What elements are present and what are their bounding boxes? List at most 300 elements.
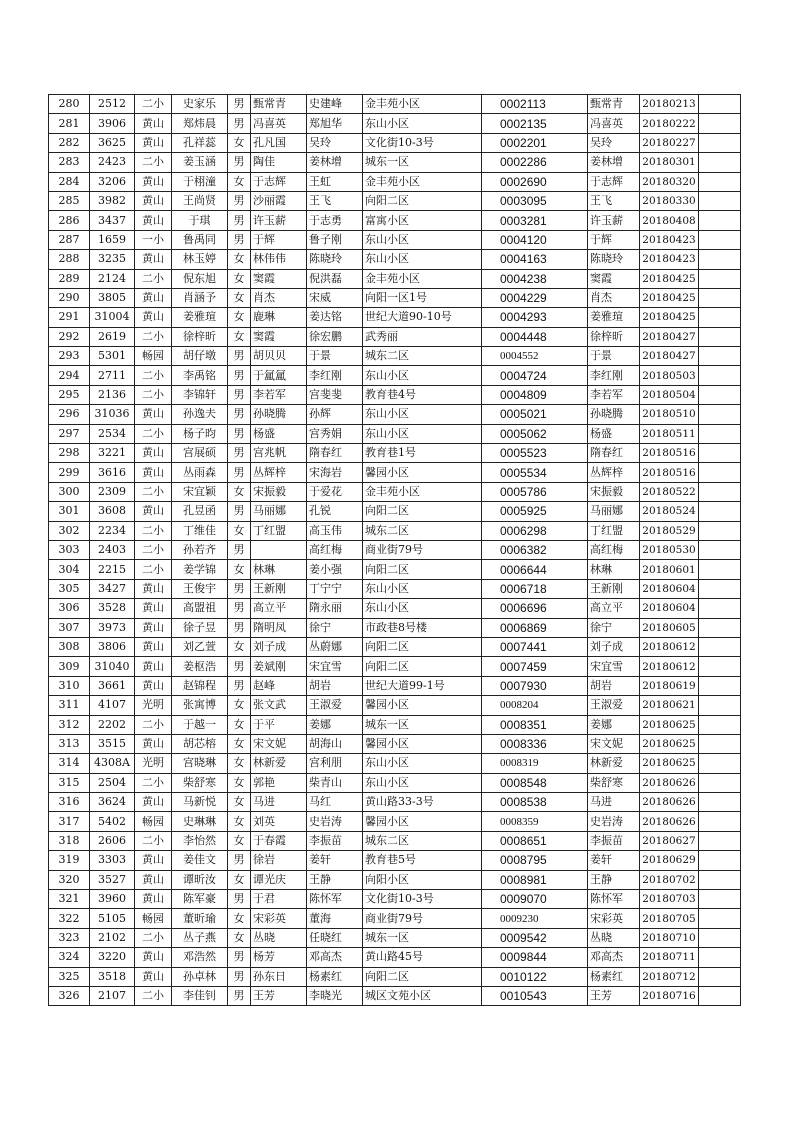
date-cell: 20180427 [640, 327, 699, 346]
address-cell: 城东二区 [363, 347, 482, 366]
parent-1-cell: 王芳 [251, 986, 307, 1005]
student-name-cell: 于栩潼 [172, 172, 228, 191]
blank-cell-cell [699, 366, 741, 385]
row-number-cell: 285 [49, 191, 90, 210]
parent-1-cell: 刘英 [251, 812, 307, 831]
parent-1-cell: 高立平 [251, 599, 307, 618]
student-name-cell: 马新悦 [172, 793, 228, 812]
table-row [49, 715, 741, 734]
table-row [49, 909, 741, 928]
gender-cell: 女 [228, 250, 251, 269]
row-number-cell: 316 [49, 793, 90, 812]
record-number-cell: 0003281 [482, 211, 588, 230]
parent-1-cell: 杨盛 [251, 424, 307, 443]
student-name-cell: 徐子昱 [172, 618, 228, 637]
date-cell: 20180716 [640, 986, 699, 1005]
table-row [49, 967, 741, 986]
parent-1-cell: 窦霞 [251, 327, 307, 346]
record-number-cell: 0004809 [482, 385, 588, 404]
gender-cell: 女 [228, 793, 251, 812]
parent-2-cell: 宫利朋 [307, 754, 363, 773]
table-row [49, 366, 741, 385]
record-number-cell: 0008548 [482, 773, 588, 792]
row-number-cell: 311 [49, 696, 90, 715]
date-cell: 20180605 [640, 618, 699, 637]
row-number-cell: 317 [49, 812, 90, 831]
address-cell: 金丰苑小区 [363, 269, 482, 288]
date-cell: 20180604 [640, 599, 699, 618]
row-number-cell: 280 [49, 95, 90, 114]
address-cell: 商业街79号 [363, 909, 482, 928]
school-cell: 黄山 [135, 618, 172, 637]
student-name-cell: 郑炜晨 [172, 114, 228, 133]
school-cell: 二小 [135, 521, 172, 540]
student-code-cell: 4308A [90, 754, 135, 773]
table-row [49, 424, 741, 443]
school-cell: 黄山 [135, 463, 172, 482]
school-cell: 一小 [135, 230, 172, 249]
gender-cell: 女 [228, 928, 251, 947]
address-cell: 向阳小区 [363, 870, 482, 889]
school-cell: 黄山 [135, 114, 172, 133]
student-code-cell: 5402 [90, 812, 135, 831]
school-cell: 畅园 [135, 812, 172, 831]
row-number-cell: 305 [49, 579, 90, 598]
student-name-cell: 邓浩然 [172, 948, 228, 967]
school-cell: 黄山 [135, 734, 172, 753]
school-cell: 黄山 [135, 133, 172, 152]
student-code-cell: 2606 [90, 831, 135, 850]
applicant-cell: 隋春红 [588, 444, 640, 463]
table-row [49, 153, 741, 172]
parent-1-cell: 李若军 [251, 385, 307, 404]
address-cell: 向阳二区 [363, 967, 482, 986]
gender-cell: 男 [228, 986, 251, 1005]
date-cell: 20180612 [640, 637, 699, 656]
blank-cell-cell [699, 327, 741, 346]
date-cell: 20180330 [640, 191, 699, 210]
applicant-cell: 李若军 [588, 385, 640, 404]
parent-1-cell: 于君 [251, 890, 307, 909]
parent-1-cell: 于氲氲 [251, 366, 307, 385]
date-cell: 20180612 [640, 657, 699, 676]
parent-2-cell: 史建峰 [307, 95, 363, 114]
record-number-cell: 0010543 [482, 986, 588, 1005]
table-row [49, 385, 741, 404]
record-number-cell: 0008359 [482, 812, 588, 831]
gender-cell: 女 [228, 715, 251, 734]
student-code-cell: 2512 [90, 95, 135, 114]
student-name-cell: 鲁禹同 [172, 230, 228, 249]
parent-1-cell: 丛晓 [251, 928, 307, 947]
row-number-cell: 292 [49, 327, 90, 346]
row-number-cell: 283 [49, 153, 90, 172]
student-code-cell: 3624 [90, 793, 135, 812]
table-row [49, 831, 741, 850]
blank-cell-cell [699, 288, 741, 307]
parent-2-cell: 宋海岩 [307, 463, 363, 482]
parent-2-cell: 陈晓玲 [307, 250, 363, 269]
parent-2-cell: 宋威 [307, 288, 363, 307]
applicant-cell: 宋文妮 [588, 734, 640, 753]
school-cell: 黄山 [135, 851, 172, 870]
blank-cell-cell [699, 851, 741, 870]
student-name-cell: 李锦轩 [172, 385, 228, 404]
student-code-cell: 2124 [90, 269, 135, 288]
record-number-cell: 0006869 [482, 618, 588, 637]
parent-1-cell: 隋明凤 [251, 618, 307, 637]
table-row [49, 482, 741, 501]
student-name-cell: 董昕瑜 [172, 909, 228, 928]
parent-1-cell [251, 540, 307, 559]
student-code-cell: 3303 [90, 851, 135, 870]
school-cell: 二小 [135, 986, 172, 1005]
applicant-cell: 吴玲 [588, 133, 640, 152]
record-number-cell: 0008651 [482, 831, 588, 850]
applicant-cell: 刘子成 [588, 637, 640, 656]
row-number-cell: 320 [49, 870, 90, 889]
student-name-cell: 史家乐 [172, 95, 228, 114]
student-code-cell: 2107 [90, 986, 135, 1005]
parent-2-cell: 丛蔚娜 [307, 637, 363, 656]
school-cell: 畅园 [135, 347, 172, 366]
address-cell: 世纪大道90-10号 [363, 308, 482, 327]
record-number-cell: 0005523 [482, 444, 588, 463]
blank-cell-cell [699, 696, 741, 715]
address-cell: 金丰苑小区 [363, 172, 482, 191]
student-code-cell: 3437 [90, 211, 135, 230]
student-code-cell: 2711 [90, 366, 135, 385]
gender-cell: 男 [228, 114, 251, 133]
student-code-cell: 31040 [90, 657, 135, 676]
date-cell: 20180702 [640, 870, 699, 889]
parent-1-cell: 宫兆帆 [251, 444, 307, 463]
record-number-cell: 0006696 [482, 599, 588, 618]
student-code-cell: 3527 [90, 870, 135, 889]
parent-1-cell: 窦霞 [251, 269, 307, 288]
applicant-cell: 姜轩 [588, 851, 640, 870]
date-cell: 20180705 [640, 909, 699, 928]
applicant-cell: 丛晓 [588, 928, 640, 947]
row-number-cell: 309 [49, 657, 90, 676]
school-cell: 光明 [135, 696, 172, 715]
gender-cell: 女 [228, 269, 251, 288]
address-cell: 向阳二区 [363, 560, 482, 579]
address-cell: 向阳一区1号 [363, 288, 482, 307]
parent-1-cell: 谭光庆 [251, 870, 307, 889]
student-code-cell: 3427 [90, 579, 135, 598]
record-number-cell: 0003095 [482, 191, 588, 210]
applicant-cell: 史岩涛 [588, 812, 640, 831]
record-number-cell: 0004724 [482, 366, 588, 385]
parent-2-cell: 倪洪磊 [307, 269, 363, 288]
applicant-cell: 柴舒寒 [588, 773, 640, 792]
applicant-cell: 高立平 [588, 599, 640, 618]
applicant-cell: 宋宜雪 [588, 657, 640, 676]
table-row [49, 734, 741, 753]
blank-cell-cell [699, 831, 741, 850]
parent-1-cell: 肖杰 [251, 288, 307, 307]
record-number-cell: 0007459 [482, 657, 588, 676]
row-number-cell: 306 [49, 599, 90, 618]
school-cell: 黄山 [135, 288, 172, 307]
parent-1-cell: 徐岩 [251, 851, 307, 870]
address-cell: 文化街10-3号 [363, 890, 482, 909]
date-cell: 20180626 [640, 812, 699, 831]
row-number-cell: 314 [49, 754, 90, 773]
record-number-cell: 0006718 [482, 579, 588, 598]
school-cell: 黄山 [135, 191, 172, 210]
applicant-cell: 徐宁 [588, 618, 640, 637]
parent-1-cell: 于志辉 [251, 172, 307, 191]
parent-1-cell: 甄常青 [251, 95, 307, 114]
gender-cell: 男 [228, 444, 251, 463]
blank-cell-cell [699, 482, 741, 501]
school-cell: 黄山 [135, 637, 172, 656]
student-name-cell: 王尚贤 [172, 191, 228, 210]
school-cell: 黄山 [135, 657, 172, 676]
table-row [49, 928, 741, 947]
address-cell: 东山小区 [363, 579, 482, 598]
address-cell: 向阳二区 [363, 637, 482, 656]
gender-cell: 男 [228, 599, 251, 618]
parent-1-cell: 宋振毅 [251, 482, 307, 501]
school-cell: 二小 [135, 540, 172, 559]
date-cell: 20180425 [640, 308, 699, 327]
date-cell: 20180516 [640, 444, 699, 463]
date-cell: 20180529 [640, 521, 699, 540]
parent-2-cell: 王虹 [307, 172, 363, 191]
address-cell: 向阳二区 [363, 657, 482, 676]
parent-2-cell: 姜林增 [307, 153, 363, 172]
gender-cell: 女 [228, 288, 251, 307]
parent-2-cell: 任晓红 [307, 928, 363, 947]
student-code-cell: 3982 [90, 191, 135, 210]
parent-2-cell: 陈怀军 [307, 890, 363, 909]
student-code-cell: 2215 [90, 560, 135, 579]
blank-cell-cell [699, 967, 741, 986]
table-row [49, 502, 741, 521]
gender-cell: 男 [228, 967, 251, 986]
parent-1-cell: 宋文妮 [251, 734, 307, 753]
student-code-cell: 3528 [90, 599, 135, 618]
parent-2-cell: 董海 [307, 909, 363, 928]
student-name-cell: 肖涵予 [172, 288, 228, 307]
row-number-cell: 286 [49, 211, 90, 230]
parent-2-cell: 姜达铭 [307, 308, 363, 327]
blank-cell-cell [699, 812, 741, 831]
parent-2-cell: 胡海山 [307, 734, 363, 753]
gender-cell: 女 [228, 909, 251, 928]
student-name-cell: 胡芯榕 [172, 734, 228, 753]
parent-2-cell: 姜小强 [307, 560, 363, 579]
school-cell: 黄山 [135, 579, 172, 598]
table-row [49, 599, 741, 618]
parent-1-cell: 林新爱 [251, 754, 307, 773]
blank-cell-cell [699, 502, 741, 521]
applicant-cell: 李红刚 [588, 366, 640, 385]
student-name-cell: 姜枢浩 [172, 657, 228, 676]
table-row [49, 230, 741, 249]
record-number-cell: 0004238 [482, 269, 588, 288]
address-cell: 馨园小区 [363, 696, 482, 715]
student-code-cell: 2423 [90, 153, 135, 172]
parent-2-cell: 王静 [307, 870, 363, 889]
applicant-cell: 冯喜英 [588, 114, 640, 133]
student-code-cell: 3235 [90, 250, 135, 269]
parent-1-cell: 张文武 [251, 696, 307, 715]
school-cell: 二小 [135, 327, 172, 346]
address-cell: 教育巷1号 [363, 444, 482, 463]
student-code-cell: 2619 [90, 327, 135, 346]
gender-cell: 男 [228, 347, 251, 366]
student-name-cell: 陈军豪 [172, 890, 228, 909]
student-name-cell: 孙若齐 [172, 540, 228, 559]
row-number-cell: 287 [49, 230, 90, 249]
student-code-cell: 3805 [90, 288, 135, 307]
gender-cell: 男 [228, 463, 251, 482]
table-row [49, 870, 741, 889]
record-number-cell: 0005786 [482, 482, 588, 501]
applicant-cell: 胡岩 [588, 676, 640, 695]
record-number-cell: 0004448 [482, 327, 588, 346]
record-number-cell: 0005062 [482, 424, 588, 443]
record-number-cell: 0009070 [482, 890, 588, 909]
parent-2-cell: 柴青山 [307, 773, 363, 792]
student-name-cell: 于越一 [172, 715, 228, 734]
student-name-cell: 丛子燕 [172, 928, 228, 947]
parent-2-cell: 马红 [307, 793, 363, 812]
blank-cell-cell [699, 95, 741, 114]
date-cell: 20180627 [640, 831, 699, 850]
address-cell: 城东一区 [363, 715, 482, 734]
record-number-cell: 0004163 [482, 250, 588, 269]
date-cell: 20180619 [640, 676, 699, 695]
address-cell: 馨园小区 [363, 812, 482, 831]
blank-cell-cell [699, 909, 741, 928]
blank-cell-cell [699, 191, 741, 210]
row-number-cell: 326 [49, 986, 90, 1005]
parent-2-cell: 宫秀娟 [307, 424, 363, 443]
student-code-cell: 2234 [90, 521, 135, 540]
applicant-cell: 窦霞 [588, 269, 640, 288]
record-number-cell: 0006298 [482, 521, 588, 540]
school-cell: 黄山 [135, 676, 172, 695]
row-number-cell: 299 [49, 463, 90, 482]
blank-cell-cell [699, 521, 741, 540]
student-name-cell: 丛雨森 [172, 463, 228, 482]
school-cell: 二小 [135, 269, 172, 288]
parent-2-cell: 李振苗 [307, 831, 363, 850]
student-name-cell: 于琪 [172, 211, 228, 230]
parent-2-cell: 王飞 [307, 191, 363, 210]
date-cell: 20180301 [640, 153, 699, 172]
parent-2-cell: 李红刚 [307, 366, 363, 385]
student-code-cell: 31004 [90, 308, 135, 327]
student-name-cell: 姜佳文 [172, 851, 228, 870]
parent-1-cell: 赵峰 [251, 676, 307, 695]
date-cell: 20180510 [640, 405, 699, 424]
blank-cell-cell [699, 734, 741, 753]
record-number-cell: 0006382 [482, 540, 588, 559]
parent-2-cell: 姜轩 [307, 851, 363, 870]
row-number-cell: 307 [49, 618, 90, 637]
blank-cell-cell [699, 793, 741, 812]
school-cell: 黄山 [135, 405, 172, 424]
table-row [49, 540, 741, 559]
parent-2-cell: 孔锐 [307, 502, 363, 521]
school-cell: 黄山 [135, 967, 172, 986]
row-number-cell: 298 [49, 444, 90, 463]
parent-2-cell: 高红梅 [307, 540, 363, 559]
record-number-cell: 0004229 [482, 288, 588, 307]
gender-cell: 男 [228, 502, 251, 521]
table-row [49, 463, 741, 482]
row-number-cell: 300 [49, 482, 90, 501]
school-cell: 二小 [135, 715, 172, 734]
date-cell: 20180425 [640, 269, 699, 288]
record-number-cell: 0008795 [482, 851, 588, 870]
address-cell: 金丰苑小区 [363, 482, 482, 501]
date-cell: 20180711 [640, 948, 699, 967]
date-cell: 20180423 [640, 230, 699, 249]
parent-1-cell: 林琳 [251, 560, 307, 579]
blank-cell-cell [699, 540, 741, 559]
parent-1-cell: 郭艳 [251, 773, 307, 792]
student-name-cell: 孙逸夫 [172, 405, 228, 424]
student-code-cell: 3625 [90, 133, 135, 152]
row-number-cell: 321 [49, 890, 90, 909]
school-cell: 二小 [135, 560, 172, 579]
gender-cell: 女 [228, 172, 251, 191]
student-name-cell: 李怡然 [172, 831, 228, 850]
student-name-cell: 孙卓林 [172, 967, 228, 986]
table-row [49, 288, 741, 307]
parent-1-cell: 于平 [251, 715, 307, 734]
applicant-cell: 杨素红 [588, 967, 640, 986]
date-cell: 20180625 [640, 734, 699, 753]
gender-cell: 男 [228, 618, 251, 637]
row-number-cell: 296 [49, 405, 90, 424]
record-number-cell: 0010122 [482, 967, 588, 986]
applicant-cell: 孙晓腾 [588, 405, 640, 424]
row-number-cell: 302 [49, 521, 90, 540]
student-name-cell: 丁维佳 [172, 521, 228, 540]
student-name-cell: 孔祥蕊 [172, 133, 228, 152]
parent-1-cell: 丁红盟 [251, 521, 307, 540]
address-cell: 东山小区 [363, 405, 482, 424]
applicant-cell: 姜雅瑄 [588, 308, 640, 327]
blank-cell-cell [699, 424, 741, 443]
student-name-cell: 赵锦程 [172, 676, 228, 695]
blank-cell-cell [699, 133, 741, 152]
table-row [49, 812, 741, 831]
school-cell: 黄山 [135, 211, 172, 230]
row-number-cell: 303 [49, 540, 90, 559]
school-cell: 黄山 [135, 870, 172, 889]
gender-cell: 男 [228, 405, 251, 424]
table-row [49, 579, 741, 598]
parent-2-cell: 隋春红 [307, 444, 363, 463]
blank-cell-cell [699, 405, 741, 424]
address-cell: 城东一区 [363, 928, 482, 947]
table-row [49, 405, 741, 424]
student-code-cell: 31036 [90, 405, 135, 424]
record-number-cell: 0004552 [482, 347, 588, 366]
applicant-cell: 于辉 [588, 230, 640, 249]
student-code-cell: 1659 [90, 230, 135, 249]
date-cell: 20180703 [640, 890, 699, 909]
